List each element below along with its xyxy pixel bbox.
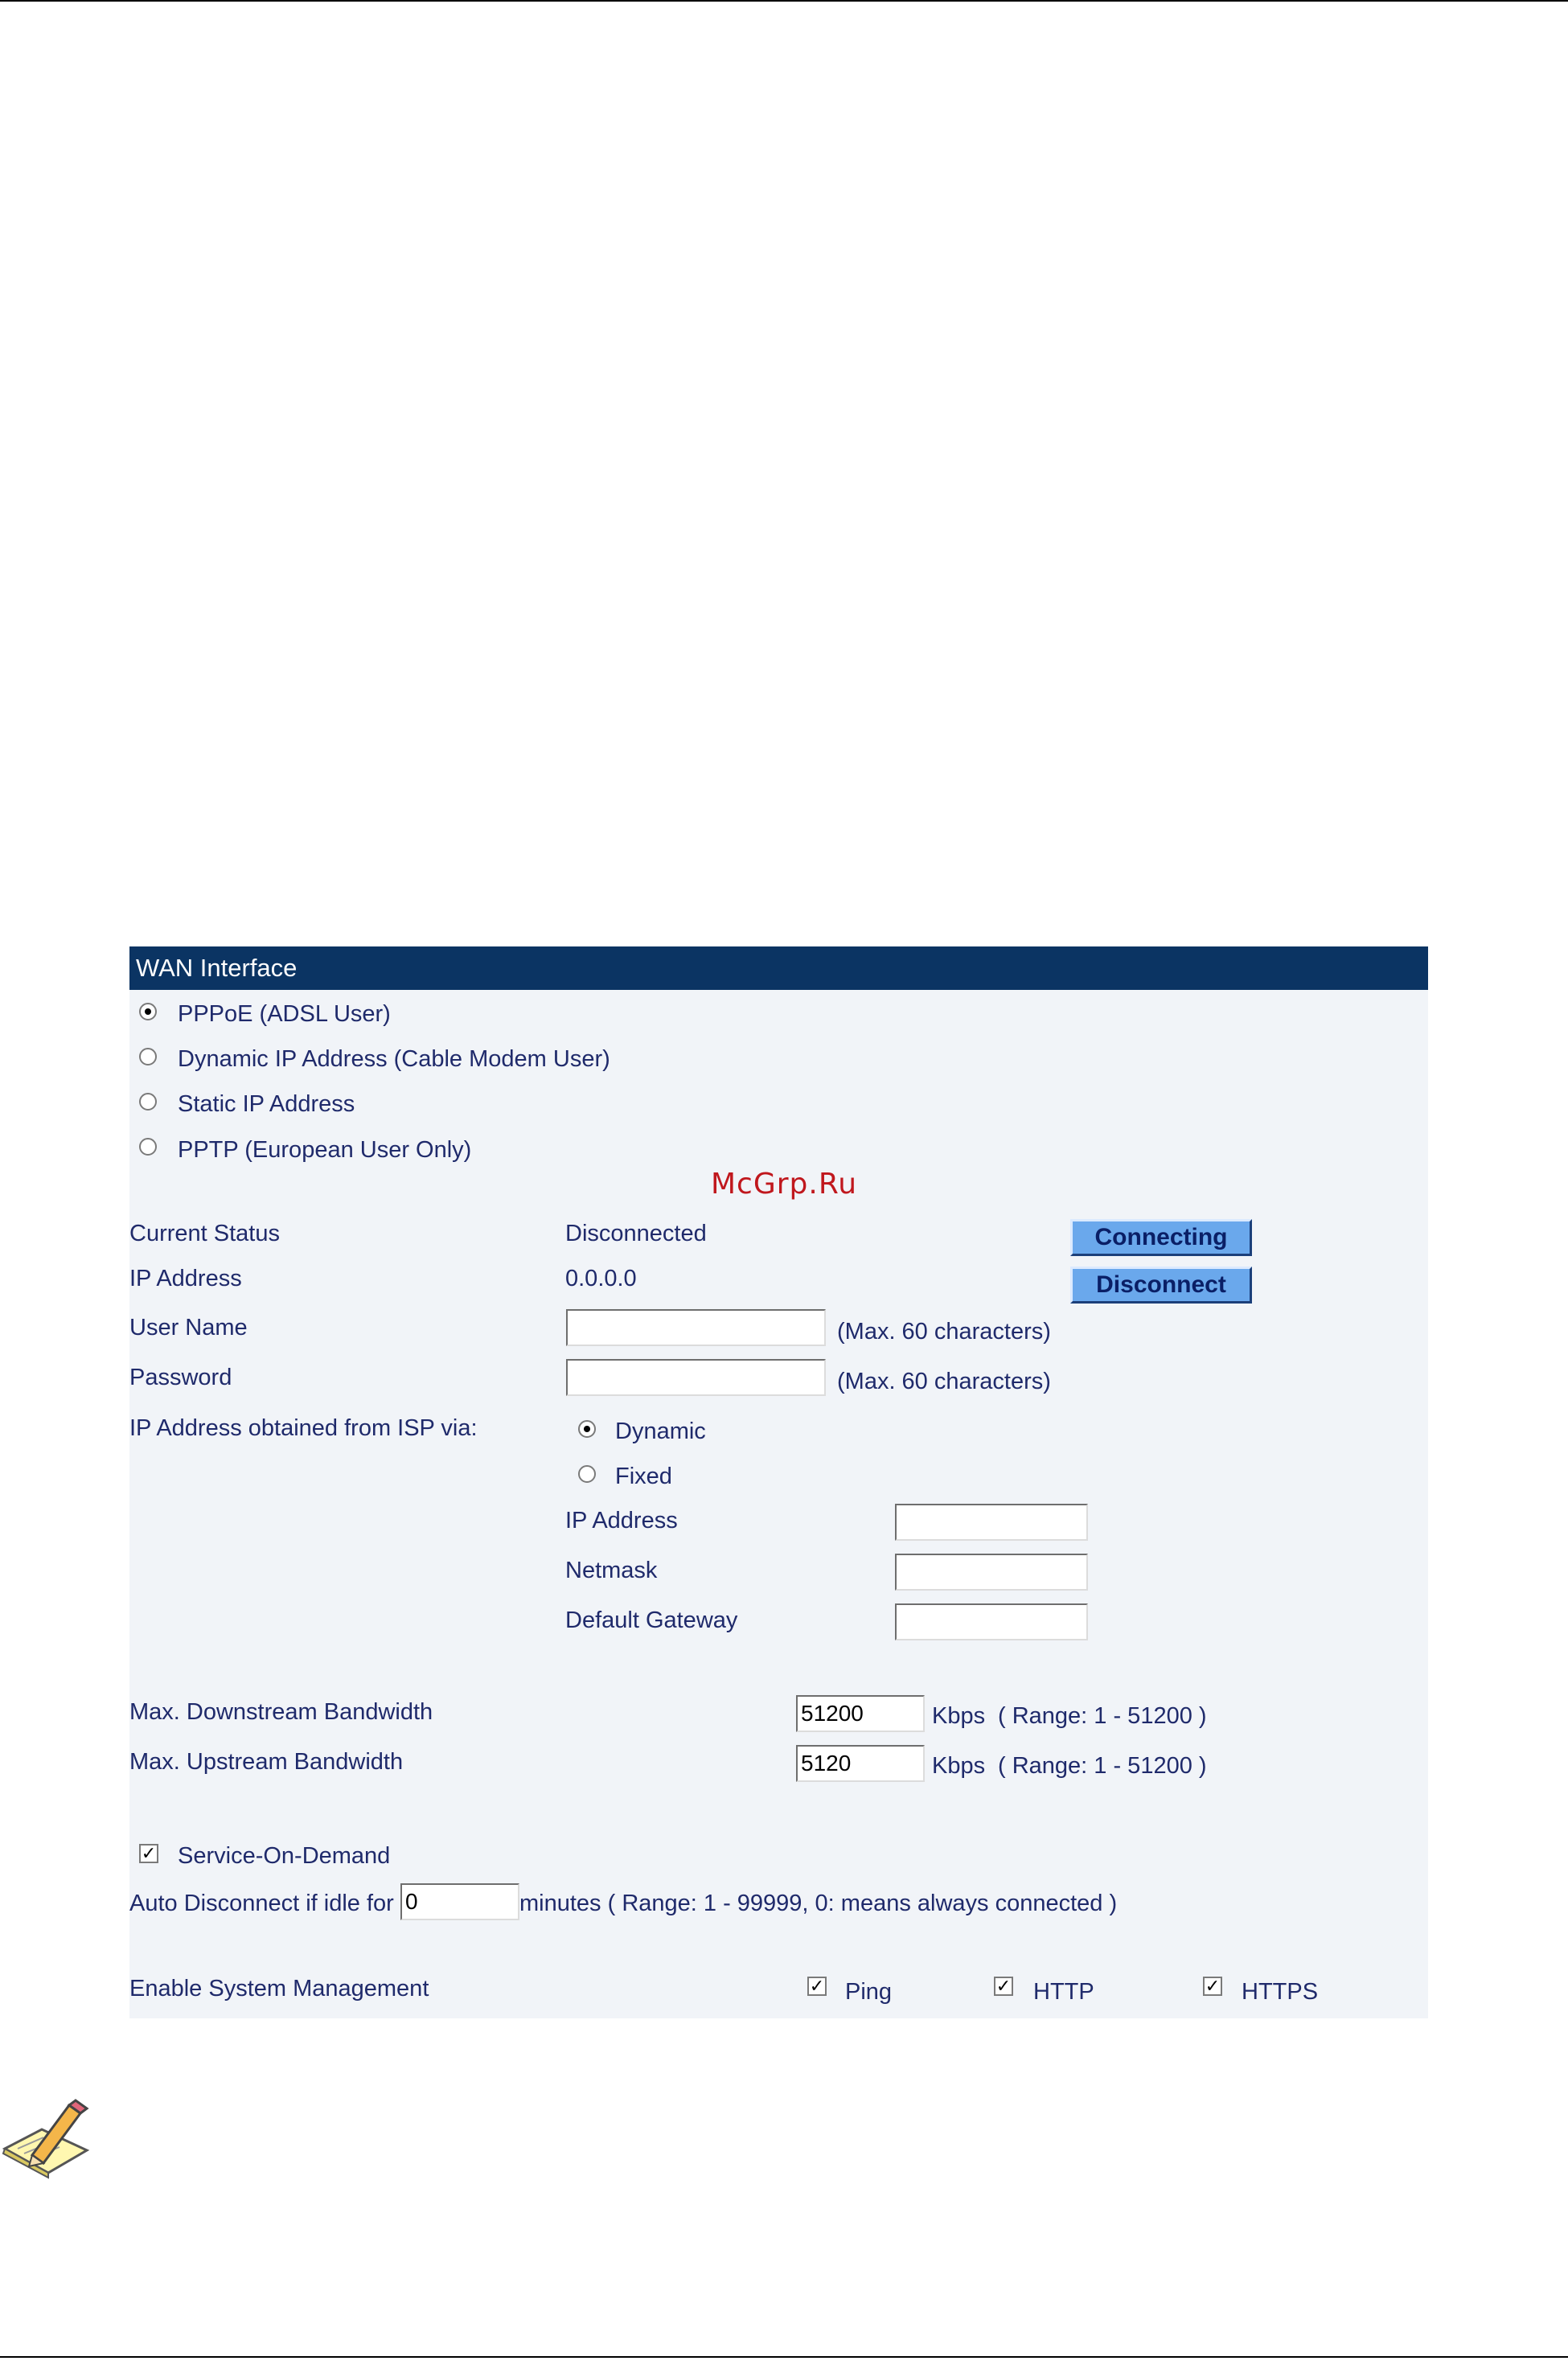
radio-static-ip[interactable] [139, 1093, 157, 1111]
radio-dynamic-ip-label: Dynamic IP Address (Cable Modem User) [178, 1046, 610, 1072]
disconnect-button[interactable]: Disconnect [1070, 1267, 1252, 1304]
downstream-unit: Kbps [932, 1703, 986, 1729]
upstream-range: ( Range: 1 - 51200 ) [998, 1753, 1207, 1779]
system-management-label: Enable System Management [129, 1976, 429, 2002]
radio-static-ip-label: Static IP Address [178, 1091, 355, 1117]
ping-checkbox[interactable]: ✓ [807, 1977, 827, 1996]
user-name-hint: (Max. 60 characters) [837, 1319, 1051, 1345]
note-pencil-icon [0, 2099, 93, 2179]
upstream-unit: Kbps [932, 1753, 986, 1779]
service-on-demand-checkbox[interactable]: ✓ [139, 1844, 158, 1863]
user-name-label: User Name [129, 1315, 248, 1341]
bottom-rule [0, 2356, 1568, 2358]
http-label: HTTP [1033, 1979, 1094, 2005]
password-input[interactable] [566, 1359, 826, 1396]
radio-pppoe-label: PPPoE (ADSL User) [178, 1001, 391, 1027]
ping-label: Ping [845, 1979, 893, 2005]
ip-obtain-label: IP Address obtained from ISP via: [129, 1415, 478, 1441]
https-label: HTTPS [1242, 1979, 1319, 2005]
netmask-input[interactable] [895, 1554, 1088, 1591]
panel-title: WAN Interface [129, 946, 1428, 990]
watermark-text: McGrp.Ru [710, 1168, 858, 1201]
ip-address-value: 0.0.0.0 [565, 1266, 637, 1291]
http-checkbox[interactable]: ✓ [994, 1977, 1013, 1996]
wan-interface-panel [129, 946, 1428, 2018]
default-gateway-input[interactable] [895, 1603, 1088, 1640]
idle-minutes-suffix: minutes ( Range: 1 - 99999, 0: means always connected ) [519, 1891, 1118, 1916]
user-name-input[interactable] [566, 1309, 826, 1346]
upstream-input[interactable] [796, 1745, 925, 1782]
service-on-demand-label: Service-On-Demand [178, 1843, 391, 1869]
password-label: Password [129, 1365, 232, 1390]
https-checkbox[interactable]: ✓ [1203, 1977, 1222, 1996]
current-status-label: Current Status [129, 1221, 280, 1246]
ip-address-label: IP Address [129, 1266, 242, 1291]
radio-pppoe[interactable] [139, 1003, 157, 1020]
idle-minutes-input[interactable] [400, 1883, 519, 1920]
downstream-label: Max. Downstream Bandwidth [129, 1699, 433, 1725]
downstream-range: ( Range: 1 - 51200 ) [998, 1703, 1207, 1729]
auto-disconnect-label: Auto Disconnect if idle for [129, 1891, 394, 1916]
radio-pptp[interactable] [139, 1138, 157, 1156]
netmask-label: Netmask [565, 1558, 658, 1583]
connecting-button[interactable]: Connecting [1070, 1219, 1252, 1256]
top-rule [0, 0, 1568, 2]
downstream-input[interactable] [796, 1695, 925, 1732]
radio-ip-dynamic[interactable] [578, 1420, 596, 1438]
radio-pptp-label: PPTP (European User Only) [178, 1137, 472, 1163]
radio-dynamic-ip[interactable] [139, 1048, 157, 1065]
upstream-label: Max. Upstream Bandwidth [129, 1749, 404, 1775]
default-gateway-label: Default Gateway [565, 1607, 738, 1633]
fixed-ip-address-input[interactable] [895, 1504, 1088, 1541]
current-status-value: Disconnected [565, 1221, 707, 1246]
radio-ip-fixed-label: Fixed [615, 1464, 672, 1489]
password-hint: (Max. 60 characters) [837, 1369, 1051, 1394]
radio-ip-fixed[interactable] [578, 1465, 596, 1483]
fixed-ip-address-label: IP Address [565, 1508, 678, 1533]
radio-ip-dynamic-label: Dynamic [615, 1419, 706, 1444]
